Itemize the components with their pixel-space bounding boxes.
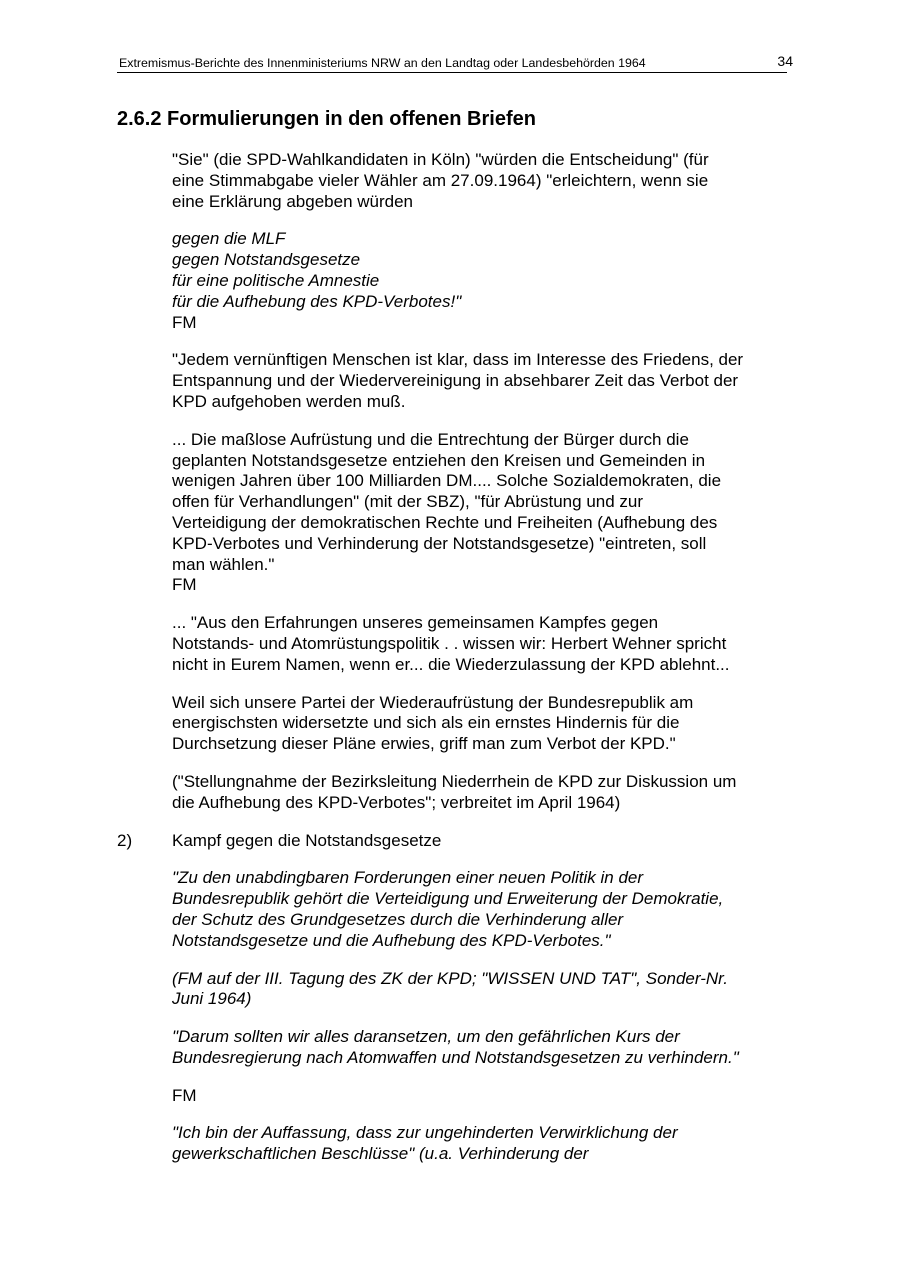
text-line: "Sie" (die SPD-Wahlkandidaten in Köln) "würden die Entscheidung" (für [172, 150, 709, 169]
quote [172, 868, 792, 951]
section-title: Kampf gegen die Notstandsgesetze [172, 830, 442, 850]
text-line: gegen die MLF [172, 229, 286, 249]
text-line: "Ich bin der Auffassung, dass zur ungehinderten Verwirklichung der [172, 1123, 678, 1143]
text-line: FM [172, 312, 197, 332]
source-attribution [172, 313, 792, 334]
text-line: für die Aufhebung des KPD-Verbotes!" [172, 291, 462, 311]
page-number: 34 [777, 53, 793, 69]
text-line: Entspannung und der Wiedervereinigung in absehbarer Zeit das Verbot der [172, 371, 739, 391]
citation [172, 772, 792, 814]
text-line: Durchsetzung dieser Pläne erwies, griff man zum Verbot der KPD." [172, 734, 676, 754]
page-header [117, 53, 793, 73]
text-line: eine Stimmabgabe vieler Wähler am 27.09.1964) "erleichtern, wenn sie [172, 170, 709, 190]
text-line: der Schutz des Grundgesetzes durch die Verhinderung aller [172, 909, 624, 929]
text-line: ... Die maßlose Aufrüstung und die Entrechtung der Bürger durch die [172, 429, 689, 449]
section-number: 2) [117, 830, 133, 850]
text-line: "Jedem vernünftigen Menschen ist klar, dass im Interesse des Friedens, der [172, 350, 744, 370]
text-line: für eine politische Amnestie [172, 270, 380, 290]
text-line: offen für Verhandlungen" (mit der SBZ), "für Abrüstung und zur [172, 492, 644, 512]
header-title: Extremismus-Berichte des Innenministeriums NRW an den Landtag oder Landesbehörden 1964 [119, 56, 646, 70]
paragraph [172, 613, 792, 675]
text-line: energischsten widersetzte und sich als ein ernstes Hindernis für die [172, 713, 680, 733]
text-line: Bundesrepublik gehört die Verteidigung und Erweiterung der Demokratie, [172, 889, 724, 909]
text-line: eine Erklärung abgeben würden [172, 191, 414, 211]
paragraph [172, 350, 792, 412]
text-line: Weil sich unsere Partei der Wiederaufrüstung der Bundesrepublik am [172, 692, 694, 712]
text-line: Notstandsgesetze und die Aufhebung des KPD-Verbotes." [172, 930, 611, 950]
citation [172, 969, 792, 1011]
text-line: die Aufhebung des KPD-Verbotes"; verbreitet im April 1964) [172, 792, 621, 812]
text-line: Verteidigung der demokratischen Rechte und Freiheiten (Aufhebung des [172, 512, 718, 532]
section-heading: 2.6.2 Formulierungen in den offenen Briefen [117, 108, 536, 130]
text-line: gewerkschaftlichen Beschlüsse" (u.a. Verhinderung der [172, 1144, 589, 1164]
text-line: Juni 1964) [172, 989, 252, 1009]
demands-list [172, 229, 792, 312]
quote [172, 1123, 792, 1165]
text-line: "Zu den unabdingbaren Forderungen einer neuen Politik in der [172, 868, 644, 888]
paragraph [172, 430, 792, 596]
text-line: wenigen Jahren über 100 Milliarden DM.... Solche Sozialdemokraten, die [172, 471, 722, 491]
text-line: ("Stellungnahme der Bezirksleitung Niederrhein de KPD zur Diskussion um [172, 771, 737, 791]
text-line: KPD-Verbotes und Verhinderung der Notstandsgesetze) "eintreten, soll [172, 533, 707, 553]
text-line: nicht in Eurem Namen, wenn er... die Wiederzulassung der KPD ablehnt... [172, 654, 730, 674]
text-line: geplanten Notstandsgesetze entziehen den Kreisen und Gemeinden in [172, 450, 706, 470]
text-line: "Darum sollten wir alles daransetzen, um den gefährlichen Kurs der [172, 1027, 680, 1047]
paragraph [172, 150, 792, 212]
section-2-title-row [117, 830, 792, 852]
text-line: KPD aufgehoben werden muß. [172, 391, 406, 411]
document-body [117, 150, 792, 1165]
text-line: FM [172, 1085, 197, 1105]
text-line: gegen Notstandsgesetze [172, 250, 361, 270]
source-attribution [172, 1086, 792, 1107]
quote [172, 1027, 792, 1069]
text-line: Notstands- und Atomrüstungspolitik . . wissen wir: Herbert Wehner spricht [172, 633, 727, 653]
text-line: man wählen." [172, 554, 275, 574]
paragraph [172, 693, 792, 755]
text-line: Bundesregierung nach Atomwaffen und Notstandsgesetzen zu verhindern." [172, 1047, 739, 1067]
text-line: (FM auf der III. Tagung des ZK der KPD; "WISSEN UND TAT", Sonder-Nr. [172, 968, 728, 988]
text-line: FM [172, 575, 197, 595]
text-line: ... "Aus den Erfahrungen unseres gemeinsamen Kampfes gegen [172, 613, 659, 633]
